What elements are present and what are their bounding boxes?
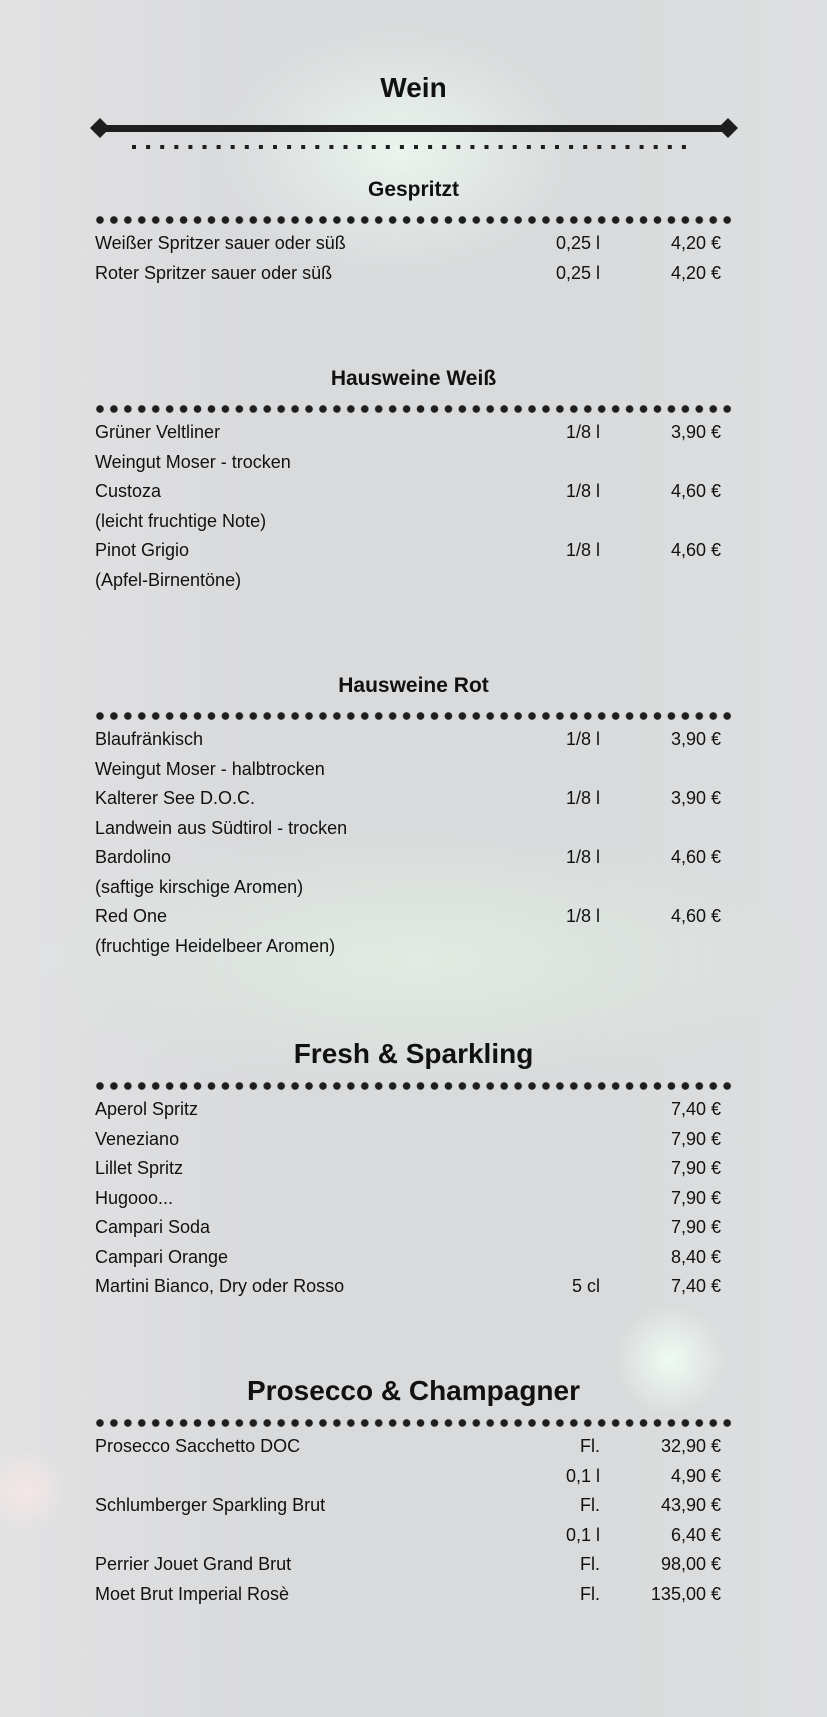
item-price: 6,40 € [670, 1524, 721, 1545]
item-price: 4,60 € [670, 847, 721, 867]
section-title: Prosecco & Champagner [247, 1375, 580, 1406]
item-name: Bardolino [95, 847, 172, 867]
item-price: 7,40 € [670, 1276, 721, 1296]
dotted-divider [93, 403, 737, 415]
item-price: 43,90 € [660, 1495, 721, 1515]
item-volume: 1/8 l [565, 906, 600, 926]
menu-row [0, 536, 827, 566]
item-name: Martini Bianco, Dry oder Rosso [95, 1276, 345, 1296]
item-name: (saftige kirschige Aromen) [95, 876, 304, 897]
item-price: 4,60 € [670, 906, 721, 926]
item-price: 4,20 € [670, 262, 721, 283]
section-hausweine-rot [0, 668, 827, 961]
dotted-divider [93, 710, 737, 722]
menu-row [0, 755, 827, 785]
item-name: Roter Spritzer sauer oder süß [95, 262, 333, 283]
item-name: Kalterer See D.O.C. [95, 788, 256, 808]
item-name: Grüner Veltliner [95, 422, 221, 442]
item-name: Campari Orange [95, 1246, 229, 1267]
item-price: 3,90 € [670, 729, 721, 749]
item-price: 32,90 € [660, 1436, 721, 1456]
item-volume: 1/8 l [565, 481, 600, 501]
menu-row [0, 1491, 827, 1521]
item-price: 4,60 € [670, 540, 721, 560]
section-title: Fresh & Sparkling [293, 1038, 534, 1069]
item-volume: 0,25 l [555, 233, 600, 253]
section-title: Gespritzt [367, 178, 459, 201]
item-name: Campari Soda [95, 1217, 211, 1237]
menu-row [0, 1580, 827, 1610]
menu-row [0, 1521, 827, 1551]
item-price: 98,00 € [660, 1554, 721, 1574]
menu-row [0, 566, 827, 596]
item-volume: 1/8 l [565, 847, 600, 867]
item-price: 7,90 € [670, 1128, 721, 1149]
item-volume: 0,1 l [565, 1524, 600, 1545]
item-price: 4,60 € [670, 481, 721, 501]
menu-row [0, 932, 827, 962]
item-volume: 1/8 l [565, 788, 600, 808]
item-name: (Apfel-Birnentöne) [95, 569, 242, 590]
section-title: Hausweine Weiß [330, 367, 497, 390]
item-name: Hugooo... [95, 1187, 174, 1208]
item-name: Red One [95, 906, 168, 926]
item-price: 7,90 € [670, 1187, 721, 1208]
menu-row [0, 229, 827, 259]
section-title: Hausweine Rot [338, 674, 489, 697]
item-volume: 1/8 l [565, 540, 600, 560]
item-name: Blaufränkisch [95, 729, 204, 749]
title-divider-ornament [90, 116, 738, 156]
menu-row [0, 1184, 827, 1214]
item-volume: Fl. [580, 1583, 600, 1604]
menu-row [0, 1095, 827, 1125]
menu-row [0, 902, 827, 932]
item-name: Prosecco Sacchetto DOC [95, 1436, 301, 1456]
section-prosecco-champagner [0, 1371, 827, 1609]
item-name: Veneziano [95, 1128, 180, 1149]
item-volume: 1/8 l [565, 729, 600, 749]
item-price: 4,90 € [670, 1465, 721, 1486]
menu-row [0, 477, 827, 507]
item-name: Lillet Spritz [95, 1158, 184, 1178]
menu-row [0, 1462, 827, 1492]
item-price: 3,90 € [670, 788, 721, 808]
dotted-divider [93, 1080, 737, 1092]
dotted-divider [93, 1417, 737, 1429]
section-gespritzt [0, 172, 827, 288]
item-volume: 1/8 l [565, 422, 600, 442]
item-price: 7,90 € [670, 1217, 721, 1237]
menu-row [0, 814, 827, 844]
item-price: 8,40 € [670, 1246, 721, 1267]
menu-row [0, 873, 827, 903]
item-volume: Fl. [580, 1436, 600, 1456]
item-price: 135,00 € [650, 1583, 721, 1604]
menu-row [0, 1272, 827, 1302]
item-volume: 0,25 l [555, 262, 600, 283]
item-name: Landwein aus Südtirol - trocken [95, 817, 348, 838]
item-name: Pinot Grigio [95, 540, 190, 560]
item-price: 3,90 € [670, 422, 721, 442]
menu-row [0, 448, 827, 478]
item-name: Moet Brut Imperial Rosè [95, 1583, 290, 1604]
item-name: (fruchtige Heidelbeer Aromen) [95, 935, 336, 956]
item-volume: 5 cl [571, 1276, 600, 1296]
item-volume: 0,1 l [565, 1465, 600, 1486]
item-volume: Fl. [580, 1554, 600, 1574]
item-name: Weingut Moser - trocken [95, 451, 291, 472]
menu-row [0, 418, 827, 448]
page-title: Wein [380, 72, 447, 103]
menu-row [0, 784, 827, 814]
menu-row [0, 1125, 827, 1155]
menu-row [0, 1154, 827, 1184]
menu-row [0, 1243, 827, 1273]
item-price: 7,40 € [670, 1099, 721, 1119]
menu-row [0, 507, 827, 537]
item-name: (leicht fruchtige Note) [95, 510, 267, 531]
item-name: Weißer Spritzer sauer oder süß [95, 233, 346, 253]
menu-row [0, 843, 827, 873]
menu-row [0, 725, 827, 755]
menu-row [0, 1550, 827, 1580]
item-name: Aperol Spritz [95, 1099, 199, 1119]
item-name: Weingut Moser - halbtrocken [95, 758, 325, 779]
section-hausweine-weiss [0, 361, 827, 595]
item-volume: Fl. [580, 1495, 600, 1515]
menu-row [0, 259, 827, 289]
item-name: Perrier Jouet Grand Brut [95, 1554, 292, 1574]
item-name: Custoza [95, 481, 162, 501]
item-name: Schlumberger Sparkling Brut [95, 1495, 326, 1515]
dotted-divider [93, 214, 737, 226]
menu-row [0, 1432, 827, 1462]
item-price: 4,20 € [670, 233, 721, 253]
menu-row [0, 1213, 827, 1243]
item-price: 7,90 € [670, 1158, 721, 1178]
section-fresh-sparkling [0, 1034, 827, 1302]
